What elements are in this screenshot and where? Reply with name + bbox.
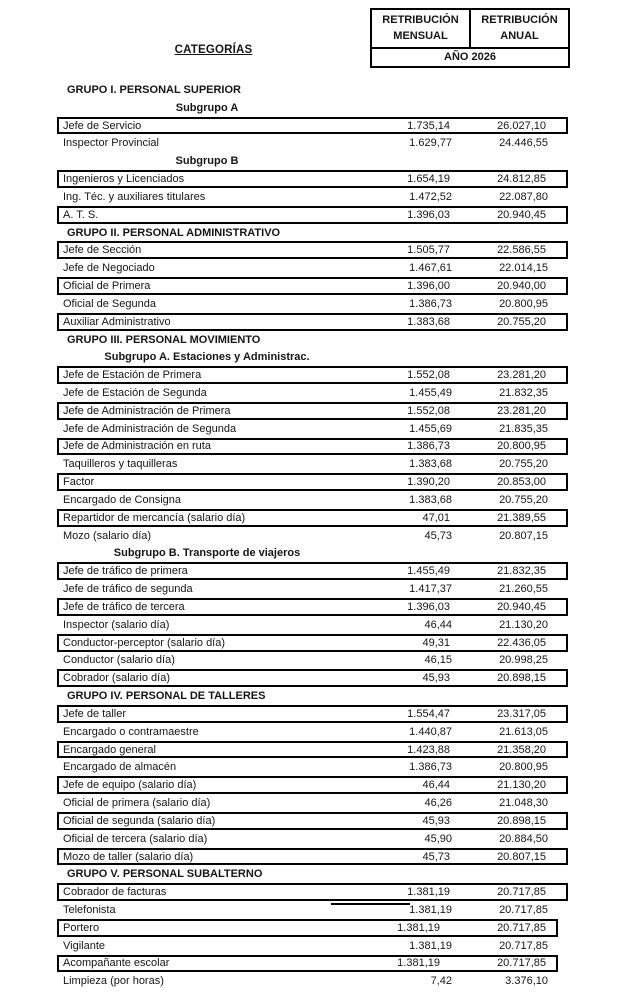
category-cell: Ingenieros y Licenciados [63,173,185,186]
monthly-value-cell: 1.467,61 [409,262,452,275]
table-row [57,295,568,313]
category-cell: Auxiliar Administrativo [63,315,171,328]
category-cell: Encargado de almacén [63,761,177,774]
table-row [57,491,568,509]
table-row [57,188,568,206]
subgroup-title: Subgrupo B. Transporte de viajeros [113,547,301,560]
monthly-value-cell: 46,44 [424,618,452,631]
category-cell: Telefonista [63,904,116,916]
annual-value-cell: 21.832,35 [497,565,546,578]
monthly-value-cell: 1.386,73 [409,297,452,310]
subgroup-title: Subgrupo A [175,101,239,114]
category-cell: Mozo (salario día) [63,529,152,542]
table-row [57,652,568,670]
retribution-header-row [372,10,568,47]
table-row [57,134,568,152]
table-row [57,776,568,794]
table-row [57,241,568,259]
table-row [57,812,568,830]
annual-value-cell: 20.807,15 [497,850,546,863]
annual-value-cell: 20.755,20 [499,493,548,506]
annual-value-cell: 21.048,30 [499,797,548,810]
table-row [57,705,568,723]
table-row [57,669,568,687]
annual-value-cell: 23.281,20 [497,369,546,382]
category-cell: Jefe de tráfico de segunda [63,583,193,596]
annual-value-cell: 20.717,85 [499,939,548,952]
category-cell: Mozo de taller (salario día) [63,850,194,863]
category-cell: Jefe de Administración de Primera [63,404,231,417]
table-row [57,758,568,776]
subgroup-title: Subgrupo A. Estaciones y Administrac. [104,351,310,364]
category-cell: Jefe de Negociado [63,262,155,275]
annual-value-cell: 20.717,85 [499,904,548,916]
annual-value-cell: 22.436,05 [497,636,546,649]
table-row [57,562,568,580]
annual-value-cell: 21.835,35 [499,422,548,435]
monthly-value-cell: 1.554,47 [407,707,450,720]
table-row [57,509,568,527]
category-cell: Jefe de Sección [63,244,142,257]
category-cell: Jefe de Servicio [63,119,142,132]
annual-value-cell: 22.586,55 [497,244,546,257]
monthly-header-line1: RETRIBUCIÓN [382,14,459,26]
monthly-value-cell: 1.735,14 [407,119,450,132]
annual-value-cell: 20.717,85 [497,921,546,934]
category-cell: Encargado general [63,743,156,756]
category-cell: Factor [63,476,95,489]
category-cell: Vigilante [63,939,105,952]
retribution-header-table [370,8,570,68]
monthly-value-cell: 7,42 [430,975,452,988]
monthly-value-cell: 1.417,37 [409,583,452,596]
annual-value-cell: 21.130,20 [497,779,546,792]
monthly-value-cell: 1.505,77 [407,244,450,257]
category-cell: Cobrador de facturas [63,886,167,899]
table-row [57,366,568,384]
subgroup-title: Subgrupo B [175,155,239,168]
annual-value-cell: 20.884,50 [499,832,548,845]
category-cell: Oficial de segunda (salario día) [63,814,216,827]
table-row [57,384,568,402]
table-row [57,794,568,812]
monthly-value-cell: 47,01 [422,511,450,524]
table-row [57,616,568,634]
category-cell: Jefe de tráfico de tercera [63,600,185,613]
category-cell: Jefe de Estación de Segunda [63,386,207,399]
annual-value-cell: 24.812,85 [497,173,546,186]
annual-value-cell: 20.853,00 [497,476,546,489]
monthly-value-cell: 1.383,68 [409,493,452,506]
annual-value-cell: 20.940,45 [497,600,546,613]
annual-value-cell: 20.717,85 [497,886,546,899]
annual-value-cell: 22.087,80 [499,190,548,203]
table-row [57,473,568,491]
category-cell: Cobrador (salario día) [63,672,170,685]
monthly-value-cell: 1.552,08 [407,404,450,417]
table-row [57,277,568,295]
table-row [57,955,558,973]
table-row [57,527,568,545]
table-row [57,830,568,848]
annual-value-cell: 20.755,20 [497,315,546,328]
annual-value-cell: 20.755,20 [499,458,548,471]
category-cell: Limpieza (por horas) [63,975,164,988]
salary-table [57,81,568,990]
annual-value-cell: 20.898,15 [497,672,546,685]
table-row [57,580,568,598]
annual-column-header [469,10,568,47]
category-cell: Encargado o contramaestre [63,725,199,738]
group-title: GRUPO I. PERSONAL SUPERIOR [67,83,241,96]
annual-value-cell: 20.717,85 [497,957,546,970]
annual-value-cell: 21.260,55 [499,583,548,596]
category-cell: A. T. S. [63,208,99,221]
table-row [57,741,568,759]
monthly-value-cell: 1.423,88 [407,743,450,756]
annual-value-cell: 21.613,05 [499,725,548,738]
monthly-value-cell: 46,44 [422,779,450,792]
category-cell: Jefe de Administración de Segunda [63,422,237,435]
monthly-value-cell: 45,90 [424,832,452,845]
monthly-value-cell: 1.381,19 [397,921,440,934]
category-cell: Inspector (salario día) [63,618,170,631]
group-title: GRUPO V. PERSONAL SUBALTERNO [67,868,263,881]
monthly-value-cell: 46,15 [424,654,452,667]
annual-value-cell: 20.800,95 [497,440,546,453]
table-row [57,937,568,955]
table-row [57,901,568,919]
table-row [57,883,568,901]
monthly-value-cell: 1.455,49 [409,386,452,399]
annual-header-line2: ANUAL [500,30,539,42]
annual-value-cell: 20.940,45 [497,208,546,221]
category-cell: Oficial de Segunda [63,297,156,310]
monthly-value-cell: 49,31 [422,636,450,649]
monthly-value-cell: 1.396,03 [407,208,450,221]
category-cell: Jefe de equipo (salario día) [63,779,197,792]
category-cell: Jefe de Administración en ruta [63,440,211,453]
monthly-value-cell: 1.629,77 [409,137,452,150]
category-cell: Inspector Provincial [63,137,159,150]
table-row [57,723,568,741]
table-row [57,455,568,473]
annual-value-cell: 20.800,95 [499,761,548,774]
annual-value-cell: 21.358,20 [497,743,546,756]
monthly-value-cell: 1.552,08 [407,369,450,382]
category-cell: Conductor (salario día) [63,654,175,667]
annual-value-cell: 24.446,55 [499,137,548,150]
annual-value-cell: 23.281,20 [497,404,546,417]
table-row [57,313,568,331]
annual-value-cell: 21.389,55 [497,511,546,524]
category-cell: Jefe de Estación de Primera [63,369,202,382]
category-cell: Conductor-perceptor (salario día) [63,636,226,649]
monthly-value-cell: 46,26 [424,797,452,810]
monthly-value-cell: 1.383,68 [409,458,452,471]
monthly-value-cell: 1.472,52 [409,190,452,203]
annual-value-cell: 20.898,15 [497,814,546,827]
category-cell: Oficial de primera (salario día) [63,797,211,810]
table-row [57,438,568,456]
monthly-value-cell: 45,93 [422,814,450,827]
table-row [57,634,568,652]
annual-value-cell: 3.376,10 [505,975,548,988]
categories-column-title: CATEGORÍAS [174,44,253,56]
monthly-header-line2: MENSUAL [393,30,448,42]
category-cell: Oficial de Primera [63,280,151,293]
monthly-value-cell: 1.386,73 [407,440,450,453]
category-cell: Taquilleros y taquilleras [63,458,178,471]
table-row [57,972,568,990]
category-cell: Jefe de tráfico de primera [63,565,188,578]
annual-value-cell: 20.800,95 [499,297,548,310]
monthly-value-cell: 1.381,19 [397,957,440,970]
year-header: AÑO 2026 [372,47,568,66]
monthly-value-cell: 45,93 [422,672,450,685]
table-row [57,206,568,224]
table-row [57,259,568,277]
group-title: GRUPO III. PERSONAL MOVIMIENTO [67,333,261,346]
monthly-value-cell: 1.455,49 [407,565,450,578]
monthly-value-cell: 1.381,19 [409,904,452,916]
category-cell: Ing. Téc. y auxiliares titulares [63,190,206,203]
category-cell: Oficial de tercera (salario día) [63,832,208,845]
annual-header-line1: RETRIBUCIÓN [481,14,558,26]
table-row [57,848,568,866]
table-row [57,598,568,616]
category-cell: Portero [63,921,100,934]
category-cell: Repartidor de mercancía (salario día) [63,511,246,524]
annual-value-cell: 21.130,20 [499,618,548,631]
category-cell: Encargado de Consigna [63,493,182,506]
category-cell: Jefe de taller [63,707,126,720]
group-title: GRUPO IV. PERSONAL DE TALLERES [67,690,266,703]
monthly-value-cell: 1.381,19 [407,886,450,899]
annual-value-cell: 22.014,15 [499,262,548,275]
table-row [57,117,568,135]
annual-value-cell: 20.807,15 [499,529,548,542]
monthly-value-cell: 1.390,20 [407,476,450,489]
monthly-value-cell: 1.440,87 [409,725,452,738]
table-row [57,170,568,188]
monthly-value-cell: 1.396,00 [407,280,450,293]
group-title: GRUPO II. PERSONAL ADMINISTRATIVO [67,226,281,239]
annual-value-cell: 23.317,05 [497,707,546,720]
monthly-value-cell: 1.383,68 [407,315,450,328]
monthly-column-header [372,10,469,47]
annual-value-cell: 21.832,35 [499,386,548,399]
table-row [57,420,568,438]
monthly-value-cell: 1.386,73 [409,761,452,774]
monthly-value-cell: 1.654,19 [407,173,450,186]
category-cell: Acompañante escolar [63,957,170,970]
monthly-value-cell: 1.381,19 [409,939,452,952]
monthly-value-cell: 45,73 [422,850,450,863]
annual-value-cell: 20.998,25 [499,654,548,667]
table-row [57,919,558,937]
monthly-value-cell: 45,73 [424,529,452,542]
annual-value-cell: 26.027,10 [497,119,546,132]
annual-value-cell: 20.940,00 [497,280,546,293]
monthly-value-cell: 1.455,69 [409,422,452,435]
table-row [57,402,568,420]
monthly-value-cell: 1.396,03 [407,600,450,613]
